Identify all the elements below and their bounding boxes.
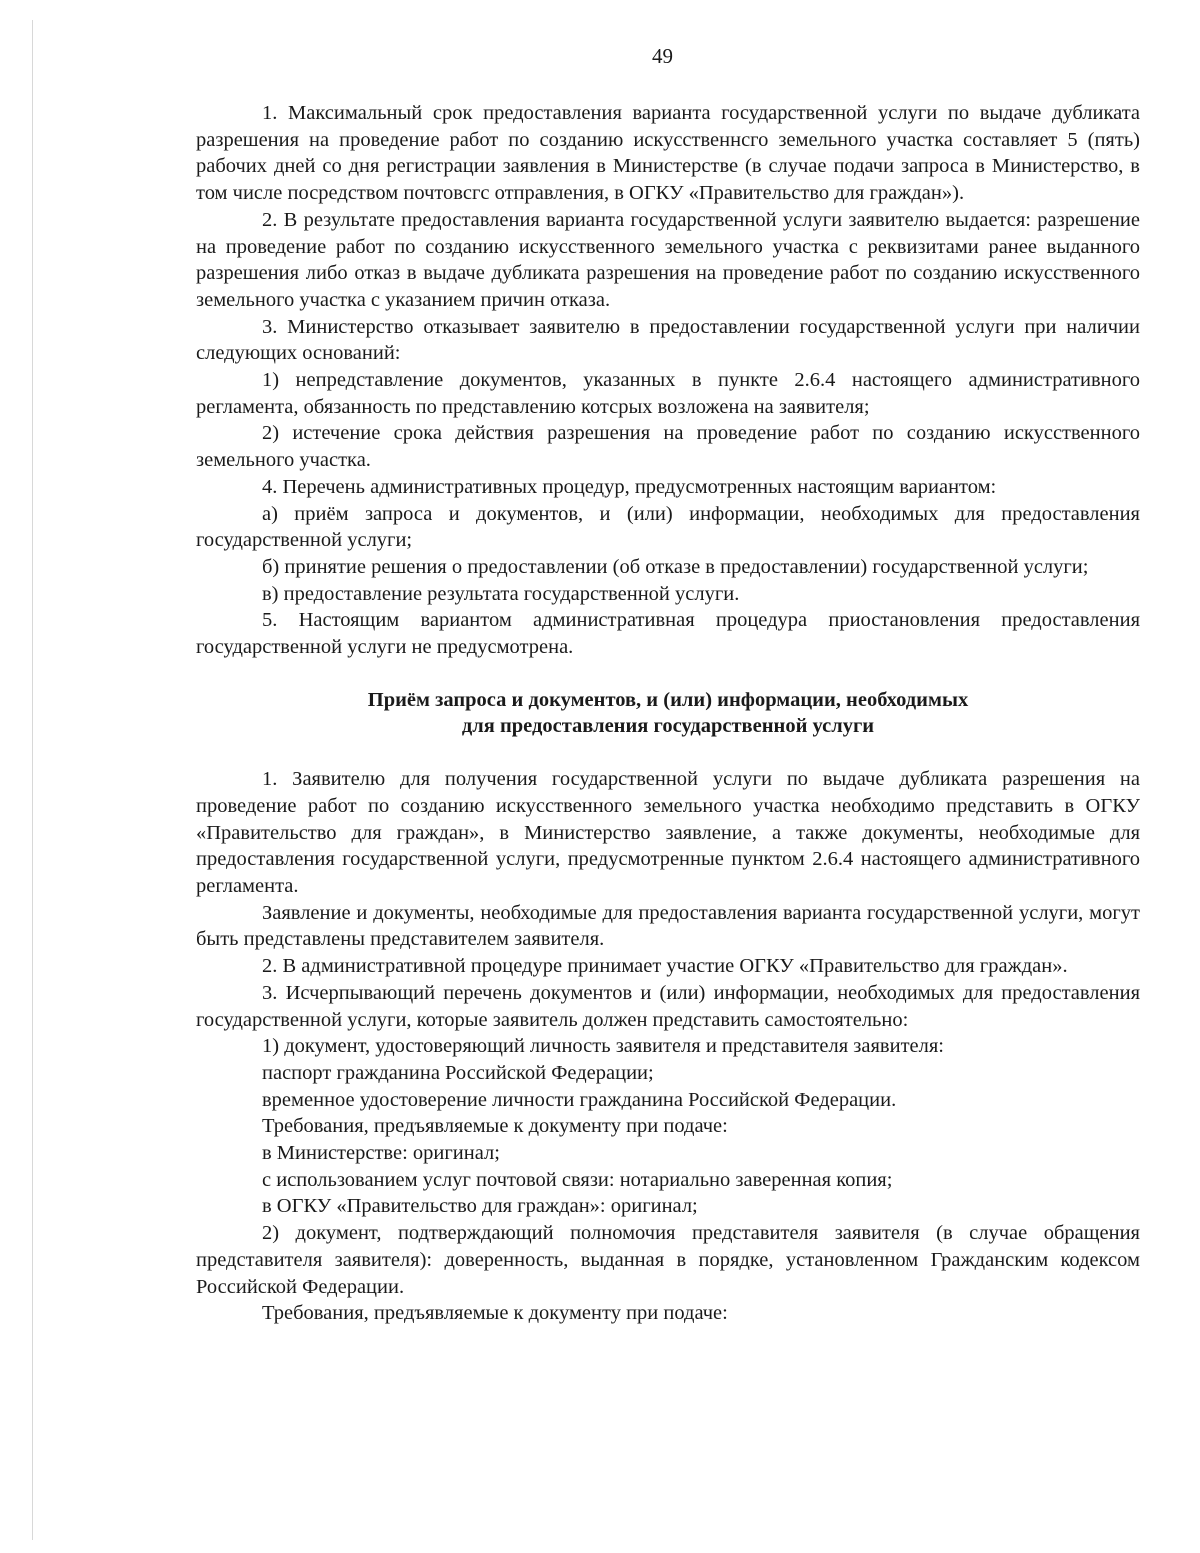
section-heading-line-2: для предоставления государственной услуги bbox=[461, 715, 875, 738]
paragraph-procedure-b: б) принятие решения о предоставлении (об отказе в предоставлении) государственной услуги; bbox=[262, 555, 1089, 578]
paragraph-max-term: 1. Максимальный срок предоставления варианта государственной услуги по выдаче дубликата разрешения на проведение работ по созданию искусственнсго земельного участка составляет 5 (пять) рабочих дней со дня регистрации заявления в Министерстве (в случае подачи запроса в Министерство, в том числе посредством почтовсгс отправления, в ОГКУ «Правительство для граждан»). bbox=[196, 102, 1140, 205]
paragraph-applicant-submission: 1. Заявителю для получения государственной услуги по выдаче дубликата разрешения на проведение работ по созданию искусственного земельного участка необходимо представить в ОГКУ «Правительство для граждан», в Министерство заявление, а также документы, необходимые для предоставления государственной услуги, предусмотренные пунктом 2.6.4 настоящего административного регламента. bbox=[196, 768, 1140, 897]
page-number: 49 bbox=[652, 44, 673, 68]
scan-edge-line bbox=[32, 20, 33, 1540]
paragraph-representative: Заявление и документы, необходимые для предоставления варианта государственной услуги, могут быть представлены представителем заявителя. bbox=[196, 901, 1140, 951]
section-heading-line-1: Приём запроса и документов, и (или) информации, необходимых bbox=[367, 688, 969, 711]
paragraph-postal-copy: с использованием услуг почтовой связи: нотариально заверенная копия; bbox=[262, 1168, 893, 1191]
paragraph-result: 2. В результате предоставления варианта государственной услуги заявителю выдается: разрешение на проведение работ по созданию искусственного земельного участка с реквизитами ранее выданного разрешения либо отказ в выдаче дубликата разрешения на проведение работ по созданию искусственного земельного участка с указанием причин отказа. bbox=[196, 208, 1140, 311]
section-heading bbox=[196, 687, 1140, 740]
paragraph-temporary-id: временное удостоверение личности гражданина Российской Федерации. bbox=[262, 1088, 897, 1111]
paragraph-refusal-grounds: 3. Министерство отказывает заявителю в предоставлении государственной услуги при наличии следующих оснований: bbox=[196, 315, 1140, 365]
paragraph-ministry-original: в Министерстве: оригинал; bbox=[262, 1142, 500, 1165]
paragraph-requirements-1: Требования, предъявляемые к документу при подаче: bbox=[262, 1115, 728, 1138]
paragraph-requirements-2: Требования, предъявляемые к документу при подаче: bbox=[262, 1302, 728, 1325]
paragraph-procedure-a: а) приём запроса и документов, и (или) информации, необходимых для предоставления государственной услуги; bbox=[196, 502, 1140, 552]
paragraph-documents-list: 3. Исчерпывающий перечень документов и (или) информации, необходимых для предоставления государственной услуги, которые заявитель должен представить самостоятельно: bbox=[196, 981, 1140, 1031]
paragraph-ground-1: 1) непредставление документов, указанных в пункте 2.6.4 настоящего административного регламента, обязанность по представлению котсрых возложена на заявителя; bbox=[196, 369, 1140, 418]
paragraph-participant: 2. В административной процедуре принимает участие ОГКУ «Правительство для граждан». bbox=[262, 955, 1068, 978]
paragraph-ogku-original: в ОГКУ «Правительство для граждан»: оригинал; bbox=[262, 1195, 698, 1218]
paragraph-passport: паспорт гражданина Российской Федерации; bbox=[262, 1061, 654, 1084]
paragraph-suspension: 5. Настоящим вариантом административная процедура приостановления предоставления государственной услуги не предусмотрена. bbox=[196, 609, 1140, 659]
paragraph-identity-document: 1) документ, удостоверяющий личность заявителя и представителя заявителя: bbox=[262, 1035, 944, 1058]
document-body bbox=[196, 100, 1140, 1327]
paragraph-procedures-list: 4. Перечень административных процедур, предусмотренных настоящим вариантом: bbox=[262, 475, 997, 498]
paragraph-procedure-c: в) предоставление результата государственной услуги. bbox=[262, 582, 740, 605]
paragraph-ground-2: 2) истечение срока действия разрешения на проведение работ по созданию искусственного земельного участка. bbox=[196, 422, 1140, 472]
paragraph-power-of-attorney: 2) документ, подтверждающий полномочия представителя заявителя (в случае обращения представителя заявителя): доверенность, выданная в порядке, установленном Гражданским кодексом Российской Федерации. bbox=[196, 1222, 1140, 1298]
